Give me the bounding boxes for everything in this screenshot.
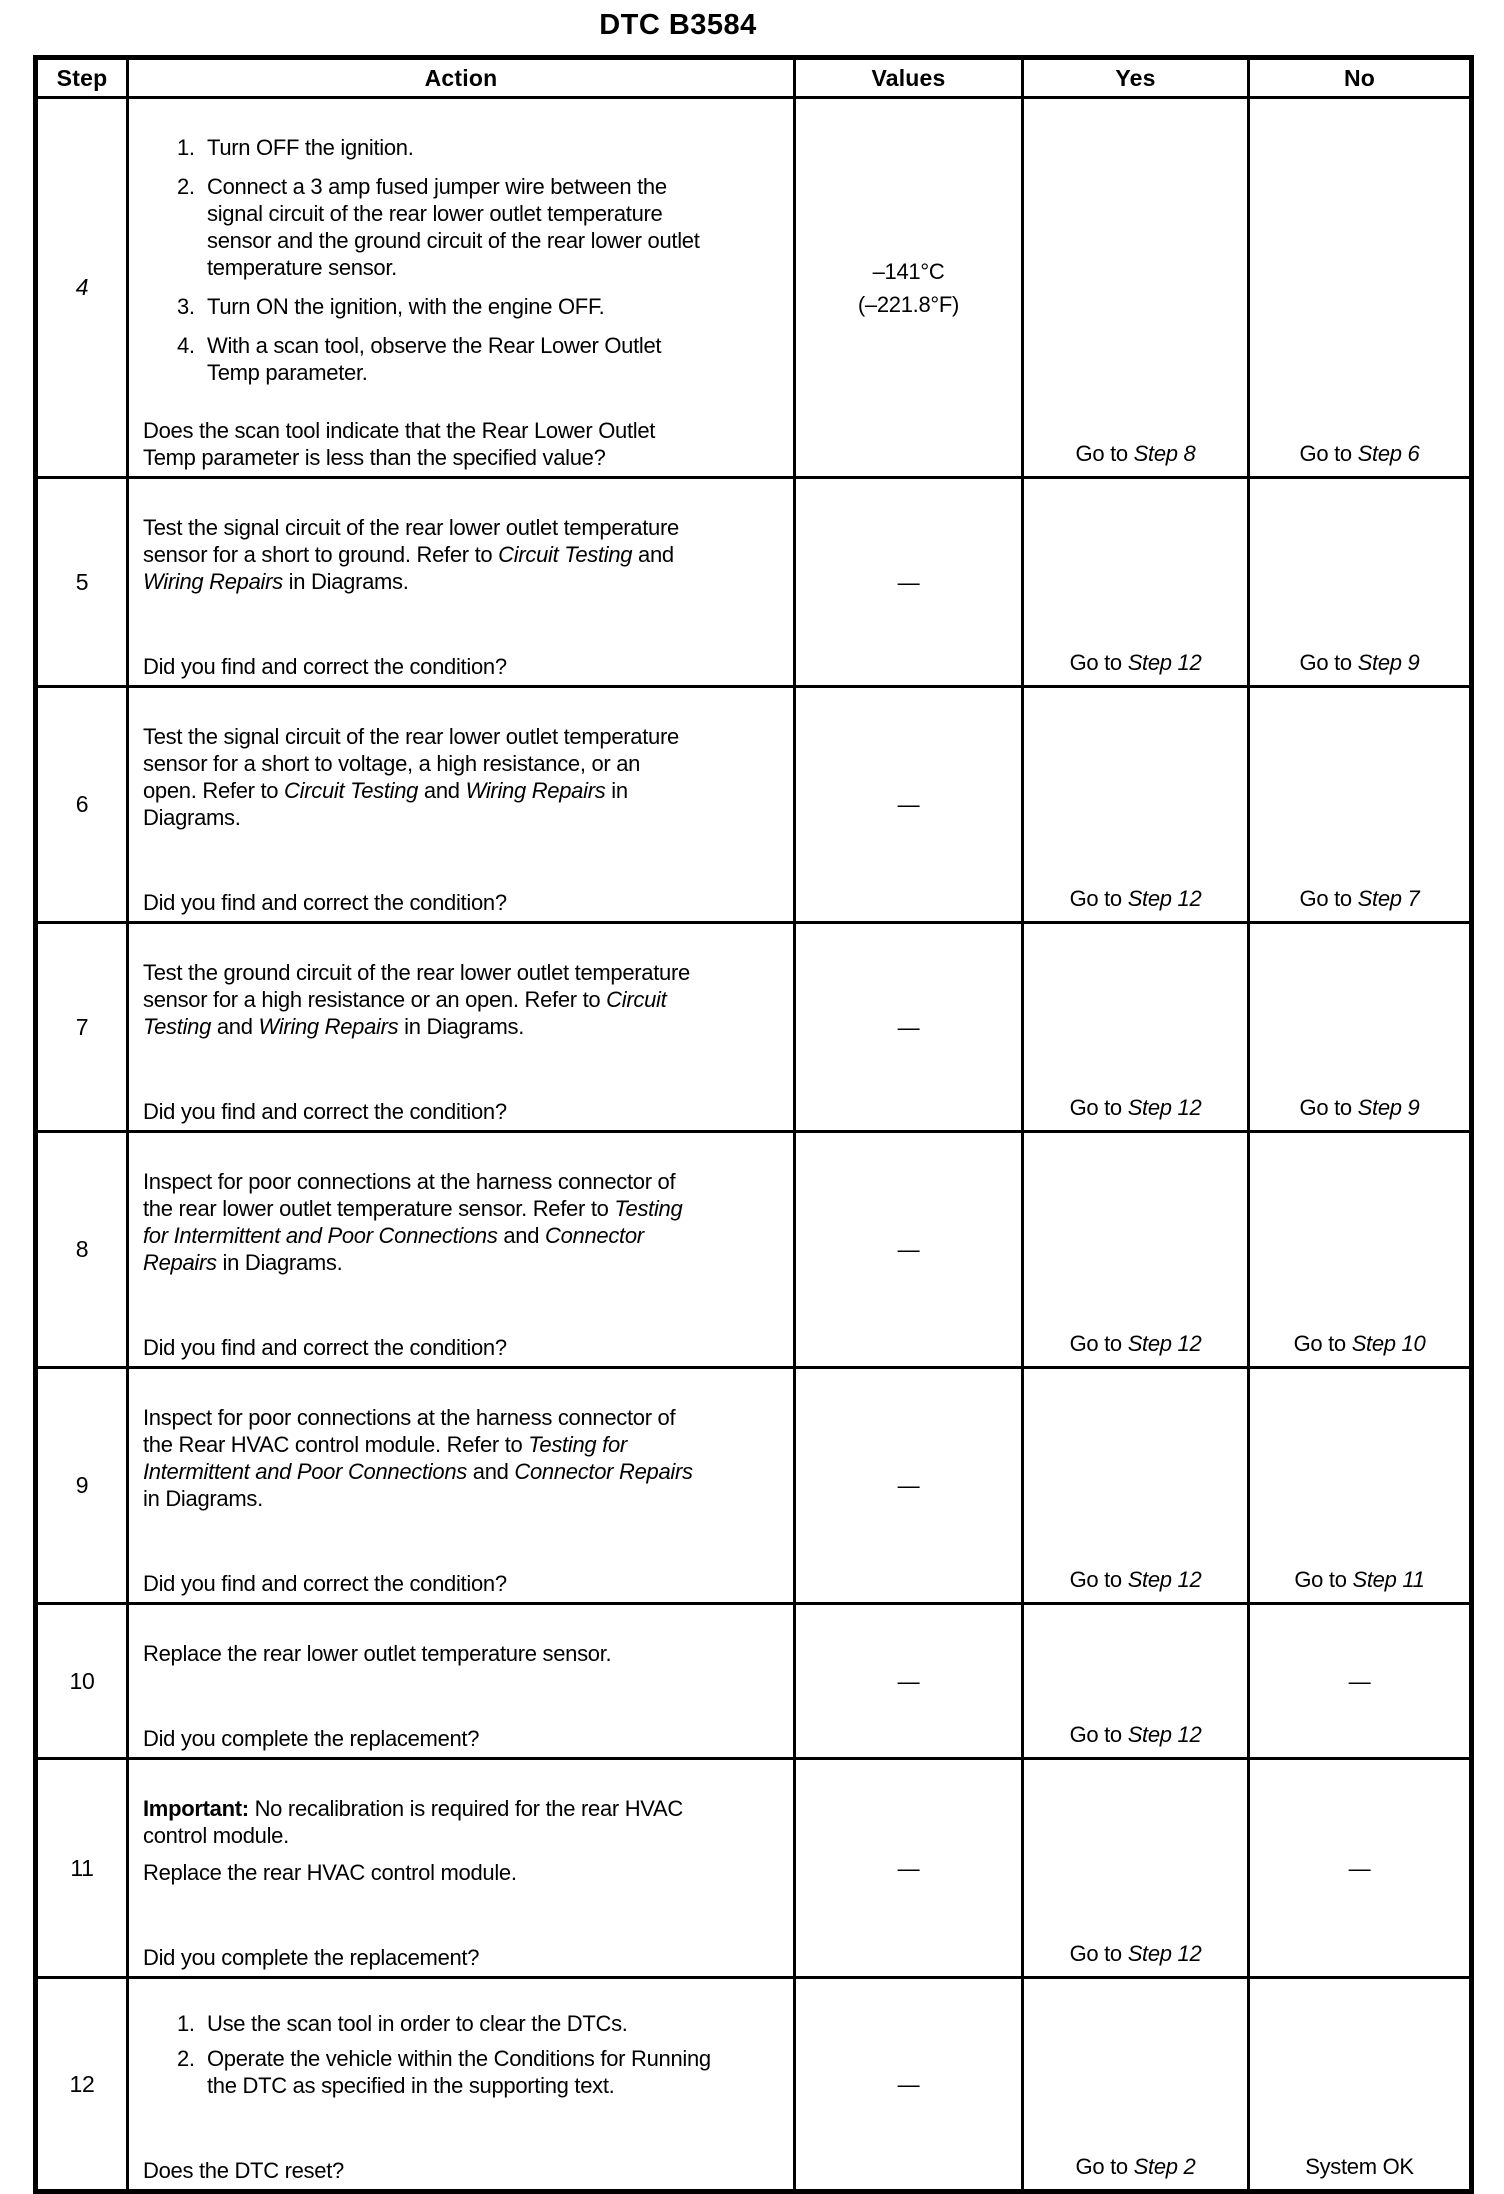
no-cell xyxy=(1249,923,1472,1132)
text-run: Go to xyxy=(1299,441,1358,466)
italic-text-run: Circuit Testing xyxy=(143,987,667,1039)
text-run: Did you find and correct the condition? xyxy=(143,1099,507,1124)
text-run: Go to xyxy=(1294,1567,1353,1592)
action-cell xyxy=(128,1759,795,1978)
step-number-cell: 7 xyxy=(36,923,128,1132)
action-cell xyxy=(128,1368,795,1604)
text-run: Go to xyxy=(1069,1331,1128,1356)
no-cell xyxy=(1249,687,1472,923)
yes-cell xyxy=(1023,1759,1249,1978)
text-run: Go to xyxy=(1299,650,1358,675)
step-number-cell: 11 xyxy=(36,1759,128,1978)
action-list-item xyxy=(143,173,785,281)
italic-text-run: Step 9 xyxy=(1357,650,1420,675)
values-cell: — xyxy=(795,478,1023,687)
text-run: Inspect for poor connections at the harness connector of the rear lower outlet temperature sensor. Refer to xyxy=(143,1169,676,1221)
text-run: Replace the rear HVAC control module. xyxy=(143,1860,517,1885)
no-cell xyxy=(1249,1759,1472,1978)
no-cell xyxy=(1249,1132,1472,1368)
list-number: 1. xyxy=(177,2011,195,2036)
text-run: Go to xyxy=(1069,1941,1128,1966)
no-cell xyxy=(1249,478,1472,687)
action-list-item xyxy=(143,293,785,320)
list-number: 3. xyxy=(177,294,195,319)
action-paragraph xyxy=(143,1404,785,1512)
values-cell: — xyxy=(795,1368,1023,1604)
list-item-text xyxy=(207,2011,628,2036)
action-blocks xyxy=(143,1168,785,1276)
values-cell: — xyxy=(795,687,1023,923)
italic-text-run: Step 12 xyxy=(1127,650,1202,675)
italic-text-run: Step 7 xyxy=(1357,886,1420,911)
text-run: and xyxy=(211,1014,259,1039)
text-run: in Diagrams. xyxy=(143,778,628,830)
yes-cell xyxy=(1023,1132,1249,1368)
values-cell: –141°C (–221.8°F) xyxy=(795,98,1023,478)
text-run: Go to xyxy=(1069,650,1128,675)
italic-text-run: Wiring Repairs xyxy=(465,778,606,803)
action-cell xyxy=(128,1604,795,1759)
action-cell xyxy=(128,1132,795,1368)
text-run: and xyxy=(638,542,674,567)
italic-text-run: Step 12 xyxy=(1127,886,1202,911)
text-run: No recalibration is required for the rear HVAC control module. xyxy=(143,1796,684,1848)
italic-text-run: Wiring Repairs xyxy=(143,569,283,594)
text-run: Operate the vehicle within the Conditions for Running the DTC as specified in the supporting text. xyxy=(207,2046,711,2098)
text-run: Go to xyxy=(1075,441,1134,466)
column-header-no: No xyxy=(1249,58,1472,98)
action-paragraph xyxy=(143,1640,785,1667)
text-run: Go to xyxy=(1299,1095,1358,1120)
text-run: Go to xyxy=(1069,1567,1128,1592)
text-run: Does the DTC reset? xyxy=(143,2158,344,2183)
italic-text-run: Step 2 xyxy=(1133,2154,1196,2179)
text-run: Did you find and correct the condition? xyxy=(143,654,507,679)
text-run: Turn OFF the ignition. xyxy=(207,135,414,160)
text-run: in Diagrams. xyxy=(143,1486,263,1511)
italic-text-run: Step 9 xyxy=(1357,1095,1420,1120)
dtc-table xyxy=(33,55,1474,2194)
column-header-step: Step xyxy=(36,58,128,98)
text-run: Go to xyxy=(1293,1331,1352,1356)
action-list-item xyxy=(143,134,785,161)
table-row xyxy=(36,1132,1472,1368)
action-paragraph xyxy=(143,1168,785,1276)
list-item-text xyxy=(207,294,604,319)
action-list-item xyxy=(143,332,785,386)
action-question xyxy=(143,1570,785,1597)
table-row xyxy=(36,687,1472,923)
text-run: Did you complete the replacement? xyxy=(143,1726,480,1751)
italic-text-run: Testing for Intermittent and Poor Connections xyxy=(143,1196,683,1248)
list-number: 2. xyxy=(177,174,195,199)
action-blocks xyxy=(143,1640,785,1667)
yes-cell xyxy=(1023,98,1249,478)
italic-text-run: Wiring Repairs xyxy=(258,1014,399,1039)
text-run: — xyxy=(1348,1669,1371,1694)
step-number-cell: 5 xyxy=(36,478,128,687)
italic-text-run: Step 10 xyxy=(1351,1331,1426,1356)
action-paragraph xyxy=(143,723,785,831)
table-row xyxy=(36,478,1472,687)
italic-text-run: Step 6 xyxy=(1357,441,1420,466)
bold-text-run: Important: xyxy=(143,1796,249,1821)
text-run: in Diagrams. xyxy=(216,1250,343,1275)
list-number: 4. xyxy=(177,333,195,358)
text-run: and xyxy=(418,778,466,803)
no-cell xyxy=(1249,1368,1472,1604)
action-cell xyxy=(128,923,795,1132)
text-run: Go to xyxy=(1299,886,1358,911)
values-cell: — xyxy=(795,1132,1023,1368)
no-cell xyxy=(1249,1978,1472,2192)
table-row xyxy=(36,1759,1472,1978)
table-row xyxy=(36,1604,1472,1759)
text-run: Did you complete the replacement? xyxy=(143,1945,480,1970)
italic-text-run: Connector Repairs xyxy=(514,1459,693,1484)
column-header-values: Values xyxy=(795,58,1023,98)
text-run: Did you find and correct the condition? xyxy=(143,1335,507,1360)
yes-cell xyxy=(1023,923,1249,1132)
italic-text-run: Step 12 xyxy=(1127,1095,1202,1120)
column-header-yes: Yes xyxy=(1023,58,1249,98)
action-cell xyxy=(128,478,795,687)
step-number-cell: 6 xyxy=(36,687,128,923)
text-run: Did you find and correct the condition? xyxy=(143,890,507,915)
italic-text-run: Step 12 xyxy=(1127,1941,1202,1966)
text-run: Test the ground circuit of the rear lower outlet temperature sensor for a high resistance or an open. Refer to xyxy=(143,960,690,1012)
values-cell: — xyxy=(795,1759,1023,1978)
table-row xyxy=(36,1368,1472,1604)
action-cell xyxy=(128,98,795,478)
text-run: Go to xyxy=(1075,2154,1134,2179)
yes-cell xyxy=(1023,687,1249,923)
text-run: Go to xyxy=(1069,886,1128,911)
yes-cell xyxy=(1023,478,1249,687)
values-cell: — xyxy=(795,1978,1023,2192)
italic-text-run: Step 12 xyxy=(1127,1331,1202,1356)
text-run: Inspect for poor connections at the harness connector of the Rear HVAC control module. Refer to xyxy=(143,1405,676,1457)
action-question xyxy=(143,1944,785,1971)
step-number-cell: 10 xyxy=(36,1604,128,1759)
action-blocks xyxy=(143,1795,785,1886)
text-run: Test the signal circuit of the rear lower outlet temperature sensor for a short to voltage, a high resistance, or an open. Refer to xyxy=(143,724,679,803)
text-run: Did you find and correct the condition? xyxy=(143,1571,507,1596)
italic-text-run: Testing for Intermittent and Poor Connections xyxy=(143,1432,627,1484)
italic-text-run: Step 8 xyxy=(1133,441,1196,466)
step-number-cell: 12 xyxy=(36,1978,128,2192)
text-run: in Diagrams. xyxy=(398,1014,525,1039)
action-list-item xyxy=(143,2045,785,2099)
text-run: With a scan tool, observe the Rear Lower Outlet Temp parameter. xyxy=(207,333,662,385)
action-question xyxy=(143,1098,785,1125)
step-number-cell: 8 xyxy=(36,1132,128,1368)
text-run: in Diagrams. xyxy=(282,569,409,594)
action-question xyxy=(143,1334,785,1361)
table-body xyxy=(36,98,1472,2192)
list-item-text xyxy=(207,333,661,385)
italic-text-run: Circuit Testing xyxy=(284,778,419,803)
action-question xyxy=(143,417,785,471)
italic-text-run: Connector Repairs xyxy=(143,1223,644,1275)
no-cell xyxy=(1249,1604,1472,1759)
action-cell xyxy=(128,1978,795,2192)
step-number-cell: 4 xyxy=(36,98,128,478)
italic-text-run: Step 11 xyxy=(1352,1567,1425,1592)
values-cell: — xyxy=(795,1604,1023,1759)
table-row xyxy=(36,923,1472,1132)
list-number: 2. xyxy=(177,2046,195,2071)
values-cell: — xyxy=(795,923,1023,1132)
action-blocks xyxy=(143,723,785,831)
action-paragraph xyxy=(143,514,785,595)
action-paragraph xyxy=(143,1859,785,1886)
page-title: DTC B3584 xyxy=(599,9,757,41)
step-number-cell: 9 xyxy=(36,1368,128,1604)
italic-text-run: Circuit Testing xyxy=(498,542,633,567)
action-cell xyxy=(128,687,795,923)
text-run: System OK xyxy=(1305,2154,1414,2179)
text-run: Test the signal circuit of the rear lower outlet temperature sensor for a short to ground. Refer to xyxy=(143,515,679,567)
action-question xyxy=(143,653,785,680)
text-run: Turn ON the ignition, with the engine OFF. xyxy=(207,294,605,319)
yes-cell xyxy=(1023,1978,1249,2192)
list-item-text xyxy=(207,174,700,280)
list-item-text xyxy=(207,135,414,160)
text-run: Go to xyxy=(1069,1095,1128,1120)
list-item-text xyxy=(207,2046,711,2098)
no-cell xyxy=(1249,98,1472,478)
column-header-action: Action xyxy=(128,58,795,98)
italic-text-run: Step 12 xyxy=(1127,1567,1202,1592)
text-run: Does the scan tool indicate that the Rear Lower Outlet Temp parameter is less than the specified value? xyxy=(143,418,656,470)
table-row xyxy=(36,98,1472,478)
action-blocks xyxy=(143,2010,785,2099)
header-row xyxy=(36,58,1472,98)
list-number: 1. xyxy=(177,135,195,160)
action-blocks xyxy=(143,1404,785,1512)
yes-cell xyxy=(1023,1604,1249,1759)
action-question xyxy=(143,889,785,916)
action-list-item xyxy=(143,2010,785,2037)
text-run: Go to xyxy=(1069,1722,1128,1747)
table-row xyxy=(36,1978,1472,2192)
text-run: — xyxy=(1348,1856,1371,1881)
action-blocks xyxy=(143,959,785,1040)
text-run: and xyxy=(466,1459,515,1484)
italic-text-run: Step 12 xyxy=(1127,1722,1202,1747)
action-paragraph xyxy=(143,959,785,1040)
action-question xyxy=(143,1725,785,1752)
action-question xyxy=(143,2157,785,2184)
action-blocks xyxy=(143,514,785,595)
text-run: Connect a 3 amp fused jumper wire between the signal circuit of the rear lower outlet temperature sensor and the ground circuit of the rear lower outlet temperature sensor. xyxy=(207,174,700,280)
action-paragraph xyxy=(143,1795,785,1849)
text-run: Use the scan tool in order to clear the DTCs. xyxy=(207,2011,628,2036)
text-run: Replace the rear lower outlet temperature sensor. xyxy=(143,1641,612,1666)
action-blocks xyxy=(143,134,785,386)
table-header xyxy=(36,58,1472,98)
text-run: and xyxy=(497,1223,545,1248)
yes-cell xyxy=(1023,1368,1249,1604)
